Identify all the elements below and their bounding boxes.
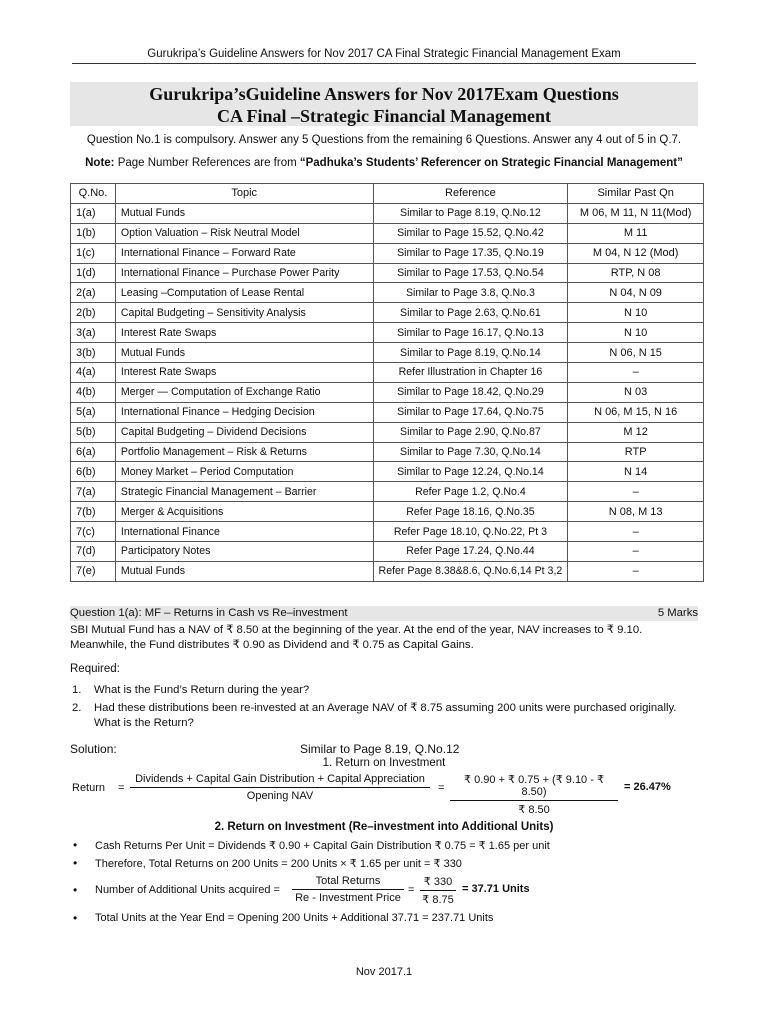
solution-label: Solution: bbox=[70, 742, 117, 756]
units-formula-fraction bbox=[292, 875, 404, 904]
header-divider bbox=[72, 63, 696, 64]
cell-similar-past: N 06, N 15 bbox=[568, 343, 704, 363]
cell-reference: Similar to Page 18.42, Q.No.29 bbox=[373, 382, 568, 402]
cell-reference: Similar to Page 3.8, Q.No.3 bbox=[373, 283, 568, 303]
units-numerator: Total Returns bbox=[292, 875, 404, 890]
cell-qno: 7(e) bbox=[71, 561, 116, 581]
col-header-topic: Topic bbox=[115, 184, 373, 204]
cell-qno: 7(a) bbox=[71, 482, 116, 502]
cell-reference: Similar to Page 2.63, Q.No.61 bbox=[373, 303, 568, 323]
table-row bbox=[71, 243, 704, 263]
bullet-4: • bbox=[73, 911, 78, 925]
cell-reference: Refer Illustration in Chapter 16 bbox=[373, 363, 568, 383]
cell-qno: 1(d) bbox=[71, 263, 116, 283]
cell-qno: 4(b) bbox=[71, 382, 116, 402]
cell-topic: Leasing –Computation of Lease Rental bbox=[115, 283, 373, 303]
cell-reference: Refer Page 18.16, Q.No.35 bbox=[373, 502, 568, 522]
cell-qno: 7(b) bbox=[71, 502, 116, 522]
units-calc-denominator: ₹ 8.75 bbox=[422, 894, 454, 906]
table-row bbox=[71, 363, 704, 383]
table-row bbox=[71, 283, 704, 303]
cell-reference: Refer Page 17.24, Q.No.44 bbox=[373, 542, 568, 562]
cell-similar-past: N 10 bbox=[568, 323, 704, 343]
cell-similar-past: N 04, N 09 bbox=[568, 283, 704, 303]
cell-similar-past: – bbox=[568, 482, 704, 502]
cell-reference: Similar to Page 2.90, Q.No.87 bbox=[373, 422, 568, 442]
table-row bbox=[71, 223, 704, 243]
question-marks: 5 Marks bbox=[657, 607, 698, 619]
cell-topic: Interest Rate Swaps bbox=[115, 323, 373, 343]
subheading-return-on-investment: 1. Return on Investment bbox=[322, 757, 446, 769]
bullet-3: • bbox=[73, 883, 78, 897]
table-row bbox=[71, 203, 704, 223]
table-row bbox=[71, 542, 704, 562]
table-header-row bbox=[71, 184, 704, 204]
cell-qno: 4(a) bbox=[71, 363, 116, 383]
subheading-reinvestment: 2. Return on Investment (Re–investment into Additional Units) bbox=[214, 821, 554, 833]
cell-topic: International Finance – Hedging Decision bbox=[115, 402, 373, 422]
req-2-text: Had these distributions been re-invested at an Average NAV of ₹ 8.75 assuming 200 units were purchased originally. What is the Return? bbox=[94, 702, 677, 729]
table-row bbox=[71, 343, 704, 363]
cell-similar-past: – bbox=[568, 561, 704, 581]
return-formula-fraction bbox=[130, 773, 430, 802]
cell-qno: 7(c) bbox=[71, 522, 116, 542]
return-result: = 26.47% bbox=[624, 781, 671, 793]
similar-reference: Similar to Page 8.19, Q.No.12 bbox=[300, 742, 460, 756]
return-calc-fraction bbox=[450, 773, 618, 816]
calc-denominator: ₹ 8.50 bbox=[518, 804, 550, 816]
cell-topic: Capital Budgeting – Sensitivity Analysis bbox=[115, 303, 373, 323]
table-row bbox=[71, 402, 704, 422]
req-1-number: 1. bbox=[72, 684, 82, 696]
cell-topic: International Finance – Forward Rate bbox=[115, 243, 373, 263]
note-label: Note: bbox=[85, 157, 115, 169]
cell-topic: Merger — Computation of Exchange Ratio bbox=[115, 382, 373, 402]
cell-qno: 1(a) bbox=[71, 203, 116, 223]
running-header: Gurukripa’s Guideline Answers for Nov 2017 CA Final Strategic Financial Management Exam bbox=[147, 48, 621, 60]
cell-qno: 3(b) bbox=[71, 343, 116, 363]
cell-similar-past: M 12 bbox=[568, 422, 704, 442]
instructions: Question No.1 is compulsory. Answer any 5 Questions from the remaining 6 Questions. Answer any 4 out of 5 in Q.7. bbox=[86, 134, 682, 146]
cell-qno: 5(b) bbox=[71, 422, 116, 442]
cell-reference: Similar to Page 17.64, Q.No.75 bbox=[373, 402, 568, 422]
cell-similar-past: N 10 bbox=[568, 303, 704, 323]
table-row bbox=[71, 442, 704, 462]
cell-similar-past: M 06, M 11, N 11(Mod) bbox=[568, 203, 704, 223]
total-returns-line: Therefore, Total Returns on 200 Units = 200 Units × ₹ 1.65 per unit = ₹ 330 bbox=[95, 858, 462, 870]
cell-topic: Strategic Financial Management – Barrier bbox=[115, 482, 373, 502]
cell-reference: Refer Page 1.2, Q.No.4 bbox=[373, 482, 568, 502]
cell-qno: 7(d) bbox=[71, 542, 116, 562]
table-row bbox=[71, 422, 704, 442]
table-row bbox=[71, 522, 704, 542]
cell-topic: Option Valuation – Risk Neutral Model bbox=[115, 223, 373, 243]
cell-reference: Similar to Page 8.19, Q.No.14 bbox=[373, 343, 568, 363]
question-title: Question 1(a): MF – Returns in Cash vs Re–investment bbox=[70, 607, 348, 619]
table-row bbox=[71, 462, 704, 482]
table-row bbox=[71, 482, 704, 502]
cell-qno: 1(c) bbox=[71, 243, 116, 263]
col-header-reference: Reference bbox=[373, 184, 568, 204]
cell-reference: Similar to Page 7.30, Q.No.14 bbox=[373, 442, 568, 462]
cell-topic: International Finance – Purchase Power Parity bbox=[115, 263, 373, 283]
cell-qno: 6(a) bbox=[71, 442, 116, 462]
return-label: Return bbox=[72, 782, 106, 794]
cell-topic: Merger & Acquisitions bbox=[115, 502, 373, 522]
cell-qno: 5(a) bbox=[71, 402, 116, 422]
cell-qno: 2(a) bbox=[71, 283, 116, 303]
cash-returns-line: Cash Returns Per Unit = Dividends ₹ 0.90 + Capital Gain Distribution ₹ 0.75 = ₹ 1.65 per unit bbox=[95, 840, 550, 852]
title-banner bbox=[70, 82, 698, 126]
cell-similar-past: M 04, N 12 (Mod) bbox=[568, 243, 704, 263]
units-denominator: Re - Investment Price bbox=[295, 892, 401, 904]
cell-qno: 1(b) bbox=[71, 223, 116, 243]
question-text: SBI Mutual Fund has a NAV of ₹ 8.50 at the beginning of the year. At the end of the year, NAV increases to ₹ 9.10. Meanwhile, the Fund distributes ₹ 0.90 as Dividend and ₹ 0.75 as Capital Gains. bbox=[70, 624, 643, 651]
units-calc-fraction bbox=[420, 875, 456, 906]
table-row bbox=[71, 303, 704, 323]
additional-units-label: Number of Additional Units acquired = bbox=[95, 884, 280, 896]
col-header-similar-past: Similar Past Qn bbox=[568, 184, 704, 204]
cell-reference: Similar to Page 16.17, Q.No.13 bbox=[373, 323, 568, 343]
title-line-2: CA Final –Strategic Financial Management bbox=[217, 106, 551, 126]
formula-numerator: Dividends + Capital Gain Distribution + Capital Appreciation bbox=[130, 773, 430, 788]
formula-denominator: Opening NAV bbox=[246, 790, 314, 802]
calc-numerator: ₹ 0.90 + ₹ 0.75 + (₹ 9.10 - ₹ 8.50) bbox=[450, 773, 618, 801]
page-footer: Nov 2017.1 bbox=[355, 966, 413, 978]
bullet-2: • bbox=[73, 856, 78, 870]
note-text-a: Page Number References are from bbox=[114, 157, 300, 169]
table-row bbox=[71, 502, 704, 522]
cell-similar-past: – bbox=[568, 542, 704, 562]
cell-reference: Similar to Page 17.53, Q.No.54 bbox=[373, 263, 568, 283]
cell-reference: Similar to Page 15.52, Q.No.42 bbox=[373, 223, 568, 243]
cell-topic: Mutual Funds bbox=[115, 561, 373, 581]
reference-note bbox=[0, 157, 768, 169]
cell-topic: Mutual Funds bbox=[115, 203, 373, 223]
cell-similar-past: N 06, M 15, N 16 bbox=[568, 402, 704, 422]
units-calc-numerator: ₹ 330 bbox=[420, 875, 456, 891]
bullet-1: • bbox=[73, 838, 78, 852]
cell-reference: Similar to Page 12.24, Q.No.14 bbox=[373, 462, 568, 482]
table-row bbox=[71, 323, 704, 343]
cell-topic: Capital Budgeting – Dividend Decisions bbox=[115, 422, 373, 442]
table-row bbox=[71, 382, 704, 402]
cell-reference: Similar to Page 8.19, Q.No.12 bbox=[373, 203, 568, 223]
cell-reference: Refer Page 18.10, Q.No.22, Pt 3 bbox=[373, 522, 568, 542]
cell-similar-past: N 03 bbox=[568, 382, 704, 402]
cell-similar-past: RTP bbox=[568, 442, 704, 462]
title-line-1: Gurukripa’sGuideline Answers for Nov 2017Exam Questions bbox=[149, 84, 619, 104]
cell-qno: 3(a) bbox=[71, 323, 116, 343]
question-reference-table bbox=[70, 183, 704, 582]
cell-topic: Interest Rate Swaps bbox=[115, 363, 373, 383]
equals-sign-3: = bbox=[408, 884, 415, 896]
col-header-qno: Q.No. bbox=[71, 184, 116, 204]
cell-topic: Money Market – Period Computation bbox=[115, 462, 373, 482]
cell-similar-past: RTP, N 08 bbox=[568, 263, 704, 283]
cell-topic: International Finance bbox=[115, 522, 373, 542]
additional-units-result: = 37.71 Units bbox=[462, 883, 530, 895]
cell-topic: Mutual Funds bbox=[115, 343, 373, 363]
table-row bbox=[71, 263, 704, 283]
equals-sign-1: = bbox=[118, 782, 125, 794]
cell-topic: Portfolio Management – Risk & Returns bbox=[115, 442, 373, 462]
equals-sign-2: = bbox=[438, 782, 445, 794]
cell-reference: Refer Page 8.38&8.6, Q.No.6,14 Pt 3,2 bbox=[373, 561, 568, 581]
required-label: Required: bbox=[70, 663, 120, 675]
cell-reference: Similar to Page 17.35, Q.No.19 bbox=[373, 243, 568, 263]
cell-similar-past: N 14 bbox=[568, 462, 704, 482]
cell-topic: Participatory Notes bbox=[115, 542, 373, 562]
note-text-b: “Padhuka’s Students’ Referencer on Strategic Financial Management” bbox=[299, 157, 683, 169]
total-units-line: Total Units at the Year End = Opening 200 Units + Additional 37.71 = 237.71 Units bbox=[95, 912, 494, 924]
req-1-text: What is the Fund’s Return during the year? bbox=[94, 684, 310, 696]
cell-qno: 2(b) bbox=[71, 303, 116, 323]
req-2-number: 2. bbox=[72, 702, 82, 714]
cell-similar-past: N 08, M 13 bbox=[568, 502, 704, 522]
question-heading bbox=[70, 606, 698, 621]
cell-similar-past: M 11 bbox=[568, 223, 704, 243]
cell-similar-past: – bbox=[568, 522, 704, 542]
cell-qno: 6(b) bbox=[71, 462, 116, 482]
table-row bbox=[71, 561, 704, 581]
cell-similar-past: – bbox=[568, 363, 704, 383]
